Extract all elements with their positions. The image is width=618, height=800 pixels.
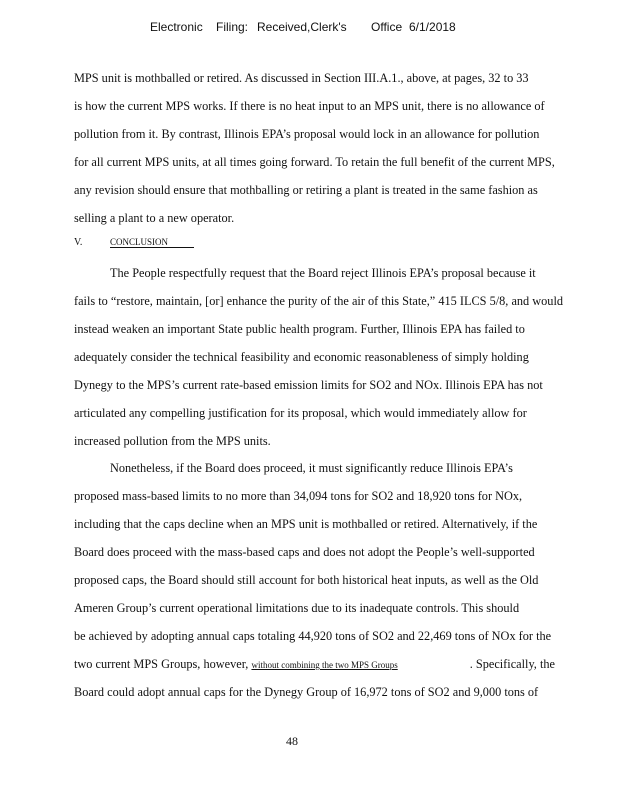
body-line: be achieved by adopting annual caps totaling 44,920 tons of SO2 and 22,469 tons of NOx for the xyxy=(74,629,552,643)
body-line: proposed caps, the Board should still account for both historical heat inputs, as well as the Old xyxy=(74,573,539,587)
body-line: any revision should ensure that mothballing or retiring a plant is treated in the same fashion as xyxy=(74,183,538,197)
body-line: increased pollution from the MPS units. xyxy=(74,434,271,448)
body-line: is how the current MPS works. If there is no heat input to an MPS unit, there is no allowance of xyxy=(74,99,545,113)
body-line: Board could adopt annual caps for the Dynegy Group of 16,972 tons of SO2 and 9,000 tons of xyxy=(74,685,539,699)
phrase-end: . Specifically, the xyxy=(469,657,555,671)
body-line: for all current MPS units, at all times going forward. To retain the full benefit of the current MPS, xyxy=(74,155,555,169)
body-line: pollution from it. By contrast, Illinois EPA’s proposal would lock in an allowance for pollution xyxy=(74,127,540,141)
body-line: selling a plant to a new operator. xyxy=(74,211,235,225)
body-line: including that the caps decline when an MPS unit is mothballed or retired. Alternatively, if the xyxy=(74,517,538,531)
body-line: adequately consider the technical feasibility and economic reasonableness of simply holding xyxy=(74,350,529,364)
body-line: Nonetheless, if the Board does proceed, it must significantly reduce Illinois EPA’s xyxy=(110,461,513,475)
body-line: fails to “restore, maintain, [or] enhance the purity of the air of this State,” 415 ILCS 5/8, and would xyxy=(74,294,564,308)
page-number: 48 xyxy=(286,734,298,748)
body-line-with-small-phrase xyxy=(74,657,555,672)
body-line: Ameren Group’s current operational limitations due to its inadequate controls. This should xyxy=(74,601,520,615)
body-line: The People respectfully request that the Board reject Illinois EPA’s proposal because it xyxy=(110,266,536,280)
header-received: Received,Clerk's xyxy=(257,20,347,34)
header-electronic: Electronic xyxy=(150,20,203,34)
header-office: Office xyxy=(371,20,403,34)
electronic-filing-header xyxy=(150,20,470,36)
body-line: instead weaken an important State public health program. Further, Illinois EPA has failed to xyxy=(74,322,525,336)
body-line: Board does proceed with the mass-based caps and does not adopt the People’s well-supported xyxy=(74,545,535,559)
body-line: articulated any compelling justification for its proposal, which would immediately allow for xyxy=(74,406,527,420)
header-filing: Filing: xyxy=(216,20,249,34)
small-underlined-phrase: without combining the two MPS Groups xyxy=(251,660,398,670)
body-line: Dynegy to the MPS’s current rate-based emission limits for SO2 and NOx. Illinois EPA has not xyxy=(74,378,543,392)
body-line: proposed mass-based limits to no more than 34,094 tons for SO2 and 18,920 tons for NOx, xyxy=(74,489,523,503)
body-line: MPS unit is mothballed or retired. As discussed in Section III.A.1., above, at pages, 32 to 33 xyxy=(74,71,529,85)
header-date: 6/1/2018 xyxy=(409,20,456,34)
section-number: V. xyxy=(74,237,83,248)
section-title: CONCLUSION xyxy=(110,237,194,248)
phrase-start: two current MPS Groups, however, xyxy=(74,657,249,671)
